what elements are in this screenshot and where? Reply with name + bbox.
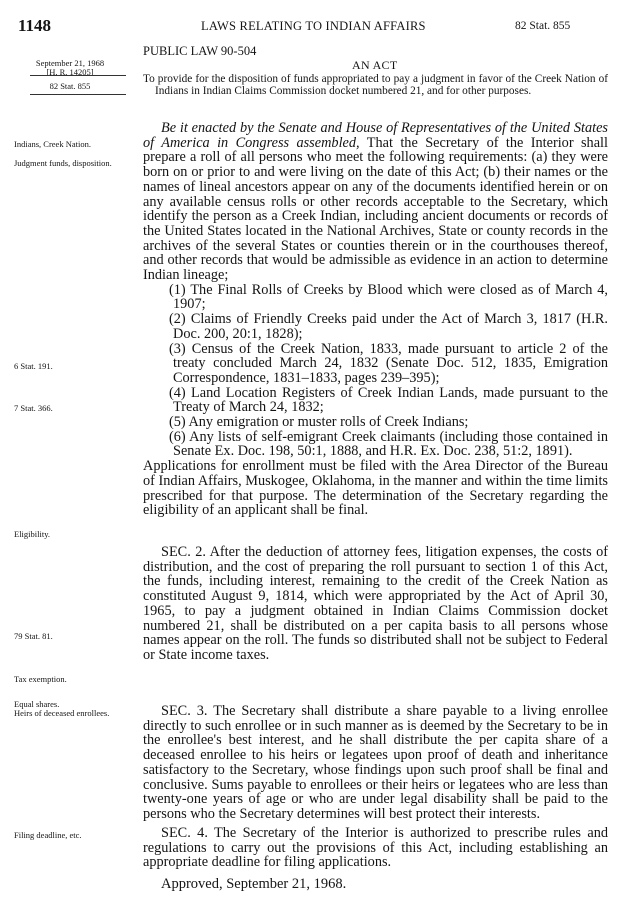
- section-2-text: SEC. 2. After the deduction of attorney fees, litigation expenses, the costs of distribution, and the cost of preparing the roll pursuant to section 1 of this Act, the funds, including interest, remaining to the credit of the Creek Nation as constituted August 9, 1814, which were appropriated by the Act of April 30, 1965, to pay a judgment obtained in Indian Claims Commission docket numbered 21, shall be distributed on a per capita basis to all persons whose names appear on the roll. The funds so distributed shall not be subject to Federal or State income taxes.: [143, 544, 608, 663]
- sidenote-indians: Indians, Creek Nation.: [14, 139, 91, 149]
- list-item: (1) The Final Rolls of Creeks by Blood which were closed as of March 4, 1907;: [169, 281, 608, 313]
- purpose-text: To provide for the disposition of funds appropriated to pay a judgment in favor of the Creek Nation of Indians in Indian Claims Commission docket numbered 21, and for other purposes.: [143, 73, 608, 97]
- list-item: (5) Any emigration or muster rolls of Creek Indians;: [169, 414, 469, 431]
- enacting-clause: Be it enacted by the Senate and House of Representatives of the United States of America in Congress assembled,: [143, 120, 608, 151]
- running-title: LAWS RELATING TO INDIAN AFFAIRS: [201, 19, 426, 33]
- section-4-text: SEC. 4. The Secretary of the Interior is authorized to prescribe rules and regulations to carry out the provisions of this Act, including establishing an appropriate deadline for filing applications.: [143, 825, 608, 871]
- page-number: 1148: [18, 16, 52, 35]
- sidenote-date: September 21, 1968: [35, 58, 105, 68]
- sidenote-79-stat: 79 Stat. 81.: [14, 631, 53, 641]
- act-heading: AN ACT: [352, 58, 398, 72]
- sidenote-filing: Filing deadline, etc.: [14, 830, 82, 840]
- purpose-clause: [143, 74, 608, 97]
- sidenote-heirs: Heirs of deceased enrollees.: [14, 708, 110, 718]
- sidenote-6-stat: 6 Stat. 191.: [14, 361, 53, 371]
- section-2: [143, 545, 608, 663]
- sidenote-equal: Equal shares.: [14, 699, 60, 709]
- sidenote-eligibility: Eligibility.: [14, 529, 51, 539]
- sidenote-tax: Tax exemption.: [14, 674, 67, 684]
- list-item: (3) Census of the Creek Nation, 1833, made pursuant to article 2 of the treaty concluded March 24, 1832 (Senate Doc. 512, 1835, Emigration Correspondence, 1831–1833, pages 239–395);: [169, 340, 608, 386]
- section-3: [143, 704, 608, 822]
- public-law-number: PUBLIC LAW 90-504: [143, 44, 257, 58]
- applications-paragraph: Applications for enrollment must be filed with the Area Director of the Bureau of Indian Affairs, Muskogee, Oklahoma, in the manner and within the time limits prescribed for that purpose. The determination of the Secretary regarding the eligibility of an applicant shall be final.: [143, 458, 608, 519]
- section-1-text: That the Secretary of the Interior shall prepare a roll of all persons who meet the following requirements: (a) they were born on or prior to and were living on the date of this Act; (b) their names or the names of lineal ancestors appear on any of the documents identified herein or on any available census rolls or other records acceptable to the Secretary, which identify the person as a Creek Indian, including ancient documents or records of the United States located in the National Archives, State or county records in the archives of the several States or counties therein or in the courthouses thereof, and other records that would be admissible as evidence in an action to determine Indian lineage;: [143, 134, 608, 284]
- list-item: (2) Claims of Friendly Creeks paid under the Act of March 3, 1817 (H.R. Doc. 200, 20:1, 1828);: [169, 311, 608, 342]
- enacting-paragraph: [143, 121, 608, 283]
- sidenote-judgment: Judgment funds, disposition.: [14, 158, 112, 168]
- sidenote-stat: 82 Stat. 855: [49, 81, 91, 91]
- list-item: (6) Any lists of self-emigrant Creek claimants (including those contained in Senate Ex. Doc. 198, 50:1, 1888, and H.R. Ex. Doc. 238, 51:2, 1891).: [169, 428, 608, 460]
- sidenote-bill: [H. R. 14205]: [46, 67, 94, 77]
- section-3-text: SEC. 3. The Secretary shall distribute a share payable to a living enrollee directly to such enrollee or in such manner as is deemed by the Secretary to be in the enrollee's best interest, and he shall distribute the per capita share of a deceased enrollee to his heirs or legatees upon proof of death and inheritance satisfactory to the Secretary, whose findings upon such proof shall be final and conclusive. Sums payable to enrollees or their heirs or legatees who are less than twenty-one years of age or who are under legal disability shall be paid to the persons who the Secretary determines will best protect their interests.: [143, 703, 608, 822]
- section-4: [143, 826, 608, 870]
- section-1: [143, 121, 608, 518]
- approval-date: Approved, September 21, 1968.: [161, 876, 347, 892]
- sidenote-rule: [30, 75, 126, 76]
- sidenote-rule-2: [30, 94, 126, 95]
- list-item: (4) Land Location Registers of Creek Indian Lands, made pursuant to the Treaty of March 24, 1832;: [169, 384, 608, 416]
- sidenote-7-stat: 7 Stat. 366.: [14, 403, 53, 413]
- header-stat-ref: 82 Stat. 855: [515, 20, 571, 32]
